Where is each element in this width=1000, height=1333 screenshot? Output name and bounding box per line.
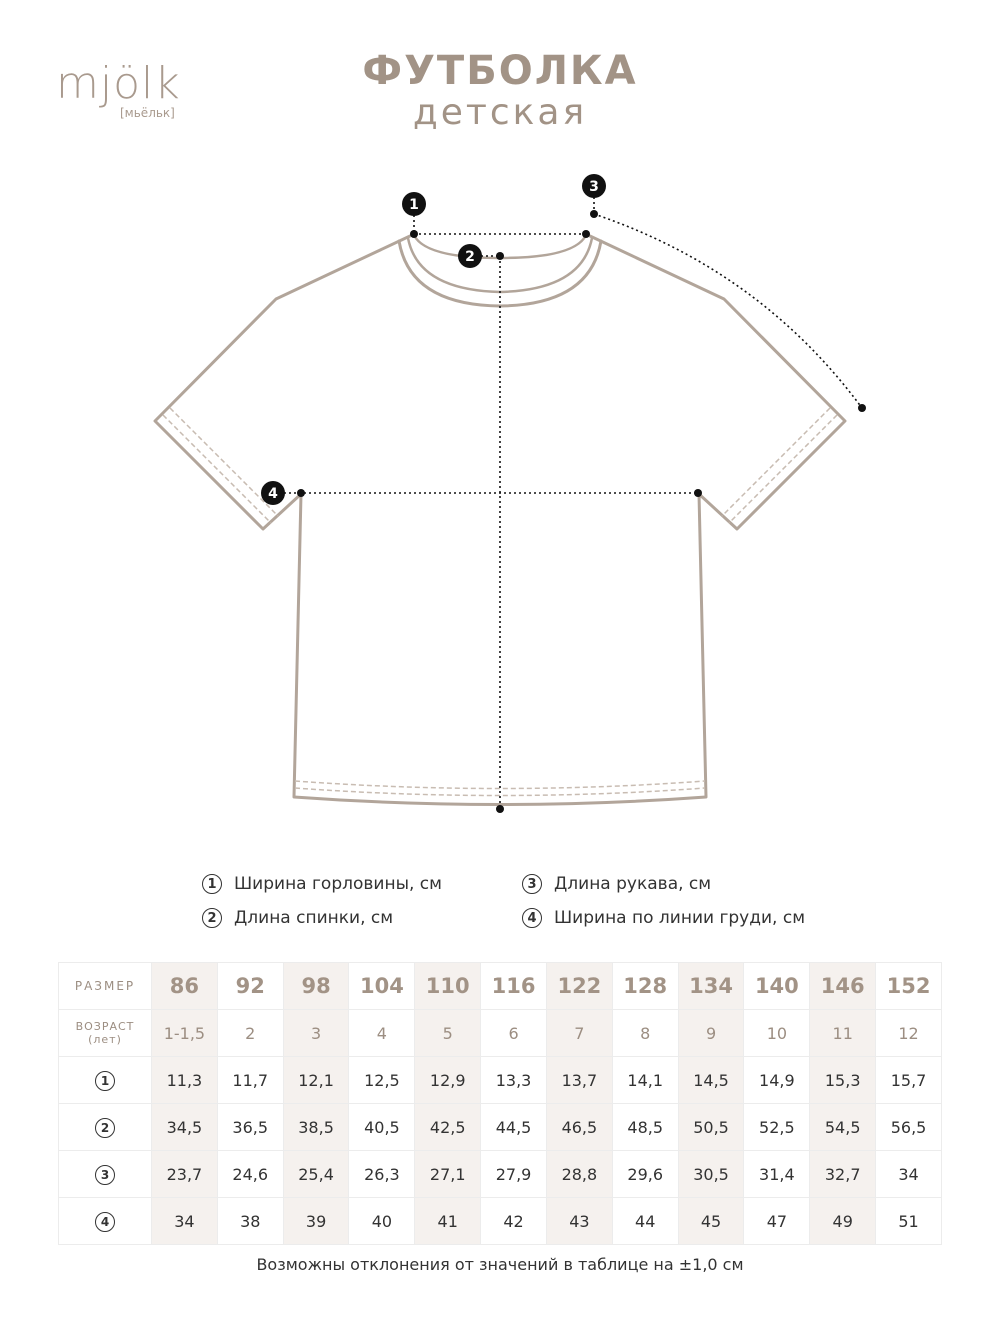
legend-item-chest-width bbox=[522, 908, 805, 928]
measurement-cell: 39 bbox=[283, 1198, 349, 1245]
measurement-cell: 50,5 bbox=[678, 1104, 744, 1151]
measurement-cell: 51 bbox=[876, 1198, 942, 1245]
measurement-cell: 12,1 bbox=[283, 1057, 349, 1104]
measurement-cell: 54,5 bbox=[810, 1104, 876, 1151]
measurement-number-cell bbox=[59, 1104, 152, 1151]
measurement-cell: 27,9 bbox=[481, 1151, 547, 1198]
measurement-cell: 11,3 bbox=[152, 1057, 218, 1104]
measurement-cell: 28,8 bbox=[546, 1151, 612, 1198]
brand-name: mjölk bbox=[56, 58, 181, 109]
measurement-cell: 15,3 bbox=[810, 1057, 876, 1104]
legend-number: 4 bbox=[522, 908, 542, 928]
measurement-cell: 14,5 bbox=[678, 1057, 744, 1104]
size-cell: 98 bbox=[283, 963, 349, 1010]
size-table bbox=[58, 962, 942, 1245]
size-cell: 92 bbox=[217, 963, 283, 1010]
left-sleeve-hem-stitch bbox=[163, 415, 271, 523]
measurement-row bbox=[59, 1198, 942, 1245]
size-cell: 140 bbox=[744, 963, 810, 1010]
legend-number: 1 bbox=[202, 874, 222, 894]
measurement-cell: 36,5 bbox=[217, 1104, 283, 1151]
measurement-number: 1 bbox=[95, 1071, 115, 1091]
measurement-cell: 44 bbox=[612, 1198, 678, 1245]
tolerance-note: Возможны отклонения от значений в таблице на ±1,0 см bbox=[256, 1255, 744, 1274]
size-cell: 110 bbox=[415, 963, 481, 1010]
size-cell: 152 bbox=[876, 963, 942, 1010]
measurement-cell: 48,5 bbox=[612, 1104, 678, 1151]
measurement-cell: 26,3 bbox=[349, 1151, 415, 1198]
right-sleeve-hem-stitch bbox=[722, 408, 830, 516]
measurement-cell: 13,7 bbox=[546, 1057, 612, 1104]
measurement-number: 2 bbox=[95, 1118, 115, 1138]
measurement-cell: 14,9 bbox=[744, 1057, 810, 1104]
measurement-row bbox=[59, 1104, 942, 1151]
svg-text:1: 1 bbox=[409, 197, 419, 213]
measurement-row bbox=[59, 1057, 942, 1104]
marker-back-length bbox=[458, 244, 482, 268]
size-header: РАЗМЕР bbox=[59, 963, 152, 1010]
size-cell: 122 bbox=[546, 963, 612, 1010]
size-cell: 86 bbox=[152, 963, 218, 1010]
measurement-cell: 14,1 bbox=[612, 1057, 678, 1104]
legend-label: Ширина горловины, см bbox=[234, 874, 442, 894]
measurement-cell: 25,4 bbox=[283, 1151, 349, 1198]
measurement-cell: 30,5 bbox=[678, 1151, 744, 1198]
measurement-cell: 27,1 bbox=[415, 1151, 481, 1198]
measurement-number-cell bbox=[59, 1198, 152, 1245]
measurement-cell: 42 bbox=[481, 1198, 547, 1245]
svg-text:2: 2 bbox=[465, 249, 475, 265]
measurement-cell: 11,7 bbox=[217, 1057, 283, 1104]
measurement-number: 4 bbox=[95, 1212, 115, 1232]
measurement-cell: 43 bbox=[546, 1198, 612, 1245]
measurement-cell: 52,5 bbox=[744, 1104, 810, 1151]
legend-item-back-length bbox=[202, 908, 393, 928]
age-cell: 10 bbox=[744, 1010, 810, 1057]
measurement-cell: 34 bbox=[152, 1198, 218, 1245]
measurement-number-cell bbox=[59, 1057, 152, 1104]
svg-text:4: 4 bbox=[268, 486, 278, 502]
legend-label: Длина рукава, см bbox=[554, 874, 712, 894]
legend-number: 2 bbox=[202, 908, 222, 928]
measurement-cell: 38 bbox=[217, 1198, 283, 1245]
left-sleeve-hem-stitch bbox=[170, 408, 278, 516]
age-header-unit: (лет) bbox=[88, 1033, 122, 1046]
legend-label: Длина спинки, см bbox=[234, 908, 394, 928]
measurement-cell: 12,5 bbox=[349, 1057, 415, 1104]
measurement-cell: 23,7 bbox=[152, 1151, 218, 1198]
marker-chest-width bbox=[261, 481, 285, 505]
measurement-legend bbox=[200, 872, 820, 942]
legend-item-sleeve-length bbox=[522, 874, 711, 894]
measurement-cell: 38,5 bbox=[283, 1104, 349, 1151]
measurement-cell: 41 bbox=[415, 1198, 481, 1245]
age-cell: 6 bbox=[481, 1010, 547, 1057]
title-sub: детская bbox=[412, 92, 588, 133]
measurement-cell: 31,4 bbox=[744, 1151, 810, 1198]
legend-item-neck-width bbox=[202, 874, 442, 894]
measurement-cell: 24,6 bbox=[217, 1151, 283, 1198]
svg-text:3: 3 bbox=[589, 179, 599, 195]
age-cell: 7 bbox=[546, 1010, 612, 1057]
measurement-cell: 42,5 bbox=[415, 1104, 481, 1151]
age-header bbox=[59, 1010, 152, 1057]
size-cell: 128 bbox=[612, 963, 678, 1010]
age-cell: 12 bbox=[876, 1010, 942, 1057]
measurement-cell: 40,5 bbox=[349, 1104, 415, 1151]
collar-band bbox=[408, 238, 592, 292]
measurement-cell: 44,5 bbox=[481, 1104, 547, 1151]
measurement-cell: 29,6 bbox=[612, 1151, 678, 1198]
size-row bbox=[59, 963, 942, 1010]
measurement-cell: 12,9 bbox=[415, 1057, 481, 1104]
age-cell: 3 bbox=[283, 1010, 349, 1057]
measurement-cell: 34 bbox=[876, 1151, 942, 1198]
measurement-cell: 49 bbox=[810, 1198, 876, 1245]
age-row bbox=[59, 1010, 942, 1057]
age-cell: 11 bbox=[810, 1010, 876, 1057]
marker-neck-width bbox=[402, 192, 426, 216]
measurement-cell: 40 bbox=[349, 1198, 415, 1245]
size-cell: 134 bbox=[678, 963, 744, 1010]
measurement-cell: 47 bbox=[744, 1198, 810, 1245]
age-cell: 1-1,5 bbox=[152, 1010, 218, 1057]
marker-sleeve-length bbox=[582, 174, 606, 198]
measurement-cell: 15,7 bbox=[876, 1057, 942, 1104]
legend-label: Ширина по линии груди, см bbox=[554, 908, 806, 928]
sleeve-length-line bbox=[594, 214, 862, 408]
measurement-cell: 56,5 bbox=[876, 1104, 942, 1151]
legend-number: 3 bbox=[522, 874, 542, 894]
size-cell: 146 bbox=[810, 963, 876, 1010]
age-cell: 9 bbox=[678, 1010, 744, 1057]
measurement-cell: 45 bbox=[678, 1198, 744, 1245]
age-header-label: ВОЗРАСТ bbox=[75, 1020, 135, 1033]
measurement-row bbox=[59, 1151, 942, 1198]
brand-pronunciation: [мьёльк] bbox=[120, 106, 175, 120]
age-cell: 2 bbox=[217, 1010, 283, 1057]
age-cell: 4 bbox=[349, 1010, 415, 1057]
measurement-cell: 46,5 bbox=[546, 1104, 612, 1151]
title-main: ФУТБОЛКА bbox=[362, 48, 638, 94]
measurement-number: 3 bbox=[95, 1165, 115, 1185]
measurement-cell: 13,3 bbox=[481, 1057, 547, 1104]
measurement-cell: 32,7 bbox=[810, 1151, 876, 1198]
measurement-cell: 34,5 bbox=[152, 1104, 218, 1151]
age-cell: 5 bbox=[415, 1010, 481, 1057]
size-cell: 116 bbox=[481, 963, 547, 1010]
right-sleeve-hem-stitch bbox=[729, 415, 837, 523]
age-cell: 8 bbox=[612, 1010, 678, 1057]
size-cell: 104 bbox=[349, 963, 415, 1010]
measurement-number-cell bbox=[59, 1151, 152, 1198]
